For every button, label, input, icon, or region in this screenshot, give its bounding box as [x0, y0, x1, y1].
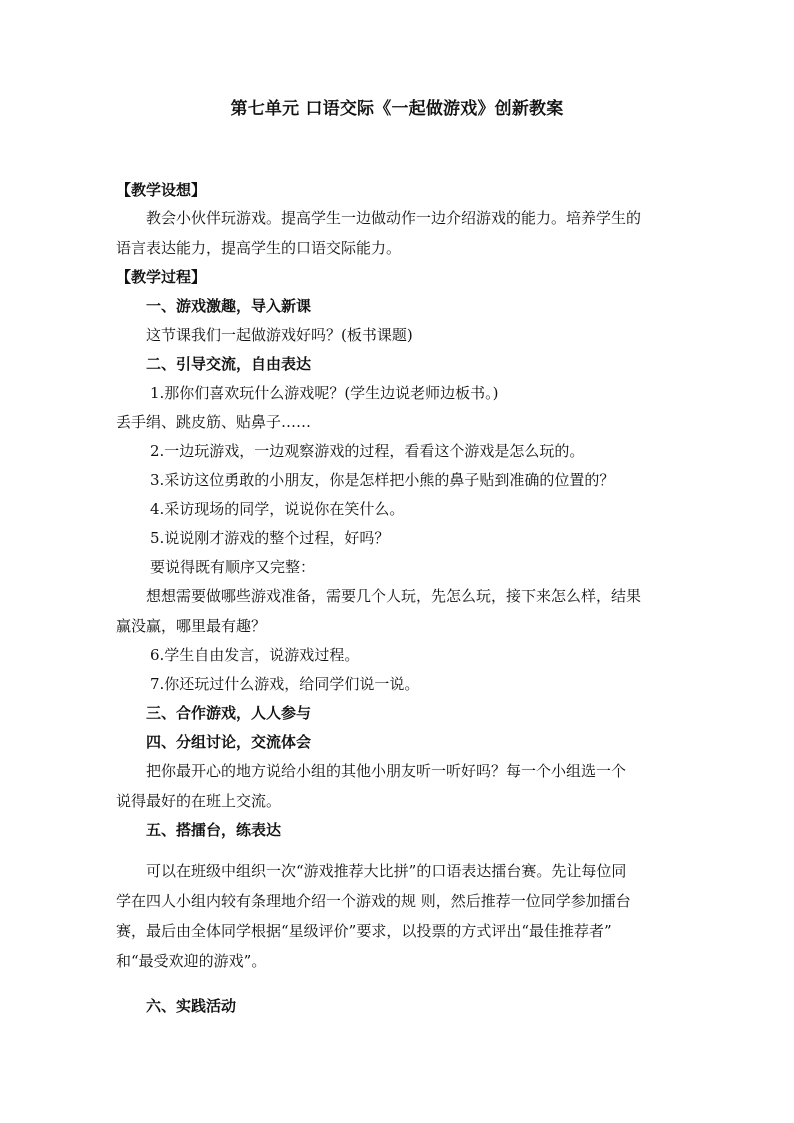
list-item: 5.说说刚才游戏的整个过程，好吗？ [150, 529, 390, 547]
subheading-4: 四、分组讨论，交流体会 [146, 733, 312, 751]
subheading-3: 三、合作游戏，人人参与 [146, 704, 312, 722]
paragraph-line: 赛，最后由全体同学根据“星级评价”要求，以投票的方式评出“最佳推荐者” [116, 922, 612, 940]
list-item: 2.一边玩游戏，一边观察游戏的过程，看看这个游戏是怎么玩的。 [150, 442, 585, 460]
paragraph-line: 把你最开心的地方说给小组的其他小朋友听一听好吗？每一个小组选一个 [146, 762, 627, 780]
list-item: 6.学生自由发言，说游戏过程。 [150, 646, 360, 664]
paragraph-line: 可以在班级中组织一次“游戏推荐大比拼”的口语表达擂台赛。先让每位同 [146, 862, 627, 880]
paragraph-line: 想想需要做哪些游戏准备，需要几个人玩，先怎么玩，接下来怎么样，结果 [146, 587, 642, 605]
paragraph-line: 丢手绢、跳皮筋、贴鼻子…… [116, 413, 312, 431]
list-item: 3.采访这位勇敢的小朋友，你是怎样把小熊的鼻子贴到准确的位置的？ [150, 471, 615, 489]
list-item: 7.你还玩过什么游戏，给同学们说一说。 [150, 675, 420, 693]
subheading-6: 六、实践活动 [146, 997, 237, 1015]
paragraph-line: 说得最好的在班上交流。 [116, 792, 282, 810]
section-heading-teaching-process: 【教学过程】 [116, 268, 207, 286]
paragraph-line: 教会小伙伴玩游戏。提高学生一边做动作一边介绍游戏的能力。培养学生的 [146, 209, 642, 227]
paragraph-line: 语言表达能力，提高学生的口语交际能力。 [116, 239, 402, 257]
section-heading-teaching-concept: 【教学设想】 [116, 181, 207, 199]
list-item: 4.采访现场的同学，说说你在笑什么。 [150, 500, 405, 518]
paragraph-line: 这节课我们一起做游戏好吗？(板书课题) [146, 326, 413, 344]
subheading-2: 二、引导交流，自由表达 [146, 355, 312, 373]
paragraph-line: 要说得既有顺序又完整： [150, 558, 316, 576]
list-item: 1.那你们喜欢玩什么游戏呢？(学生边说老师边板书。) [150, 384, 499, 402]
subheading-1: 一、游戏激趣，导入新课 [146, 297, 312, 315]
paragraph-line: 学在四人小组内较有条理地介绍一个游戏的规 则，然后推荐一位同学参加擂台 [116, 892, 631, 910]
document-title: 第七单元 口语交际《一起做游戏》创新教案 [230, 99, 564, 119]
paragraph-line: 赢没赢，哪里最有趣？ [116, 617, 267, 635]
paragraph-line: 和“最受欢迎的游戏”。 [116, 952, 267, 970]
subheading-5: 五、搭擂台，练表达 [146, 821, 282, 839]
